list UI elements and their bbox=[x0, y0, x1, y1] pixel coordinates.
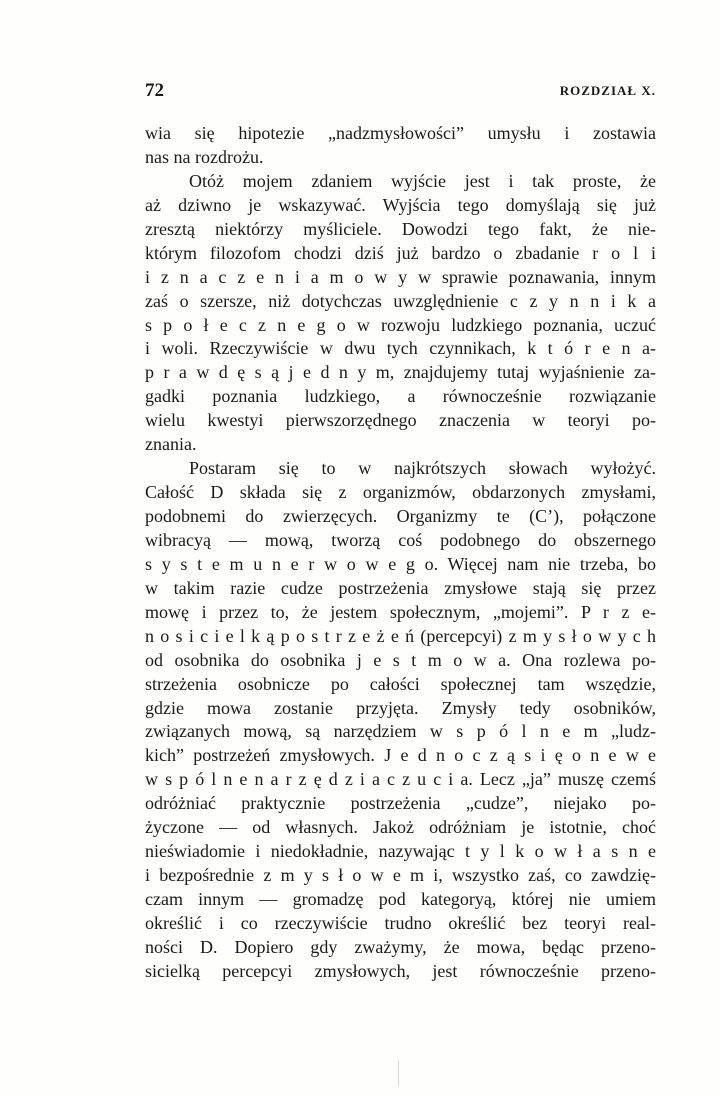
text-line: w takim razie cudze postrzeżenia zmysłowe stają się przez bbox=[145, 577, 656, 598]
text-line: ności D. Dopiero gdy zważymy, że mowa, będąc przeno- bbox=[145, 936, 656, 957]
text-line: aż dziwno je wskazywać. Wyjścia tego domyślają się już bbox=[145, 194, 656, 215]
text-line: gdzie mowa zostanie przyjęta. Zmysły tedy osobników, bbox=[145, 697, 656, 718]
text-line: s p o ł e c z n e g o w rozwoju ludzkiego poznania, uczuć bbox=[145, 314, 656, 335]
text-line: podobnemi do zwierzęcych. Organizmy te (C’), połączone bbox=[145, 506, 656, 526]
text-line: sicielką percepcyi zmysłowych, jest równocześnie przeno- bbox=[145, 960, 656, 981]
text-line: s y s t e m u n e r w o w e g o. Więcej nam nie trzeba, bo bbox=[145, 553, 656, 574]
text-line: wia się hipotezie „nadzmysłowości” umysłu i zostawia bbox=[145, 123, 656, 143]
text-line: w s p ó l n e n a r z ę d z i a c z u c i a. Lecz „ja” muszę czemś bbox=[145, 769, 656, 790]
text-line: odróżniać praktycznie postrzeżenia „cudze”, niejako po- bbox=[145, 793, 656, 814]
text-line: n o s i c i e l k ą p o s t r z e ż e ń (percepcyi) z m y s ł o w y c h bbox=[145, 625, 656, 646]
text-line: czam innym — gromadzę pod kategoryą, której nie umiem bbox=[145, 889, 656, 909]
text-line: p r a w d ę s ą j e d n y m, znajdujemy tutaj wyjaśnienie za- bbox=[145, 362, 656, 383]
text-line: Postaram się to w najkrótszych słowach wyłożyć. bbox=[189, 458, 656, 479]
text-line: zaś o szersze, niż dotychczas uwzględnienie c z y n n i k a bbox=[145, 290, 656, 311]
page-header bbox=[145, 80, 656, 104]
text-line: nieświadomie i niedokładnie, nazywając t y l k o w ł a s n e bbox=[145, 841, 656, 862]
scan-artifact bbox=[398, 1060, 399, 1086]
text-line: którym filozofom chodzi dziś już bardzo o zbadanie r o l i bbox=[145, 242, 656, 263]
text-line: znania. bbox=[145, 434, 197, 455]
text-line: od osobnika do osobnika j e s t m o w a. Ona rozlewa po- bbox=[145, 649, 656, 670]
page-number: 72 bbox=[145, 80, 164, 101]
text-line: wibracyą — mową, tworzą coś podobnego do obszernego bbox=[145, 529, 656, 550]
text-line: i bezpośrednie z m y s ł o w e m i, wszystko zaś, co zawdzię- bbox=[145, 865, 656, 886]
text-line: określić i co rzeczywiście trudno określić bez teoryi real- bbox=[145, 912, 656, 933]
text-line: życzone — od własnych. Jakoż odróżniam je istotnie, choć bbox=[145, 817, 656, 838]
text-line: wielu kwestyi pierwszorzędnego znaczenia w teoryi po- bbox=[145, 410, 656, 431]
text-line: strzeżenia osobnicze po całości społecznej tam wszędzie, bbox=[145, 673, 656, 694]
text-line: Całość D składa się z organizmów, obdarzonych zmysłami, bbox=[145, 482, 656, 503]
text-line: zresztą niektórzy myśliciele. Dowodzi tego fakt, że nie- bbox=[145, 218, 656, 239]
running-head: ROZDZIAŁ X. bbox=[559, 83, 656, 98]
text-line: mowę i przez to, że jestem społecznym, „mojemi”. P r z e- bbox=[145, 601, 656, 622]
text-line: i z n a c z e n i a m o w y w sprawie poznawania, innym bbox=[145, 266, 656, 287]
text-line: kich” postrzeżeń zmysłowych. J e d n o c z ą s i ę o n e w e bbox=[145, 745, 656, 766]
text-line: Otóż mojem zdaniem wyjście jest i tak proste, że bbox=[189, 170, 656, 191]
text-line: nas na rozdrożu. bbox=[145, 146, 264, 167]
body-text bbox=[145, 122, 656, 984]
text-line: związanych mową, są narzędziem w s p ó l n e m „ludz- bbox=[145, 721, 656, 742]
text-line: gadki poznania ludzkiego, a równocześnie rozwiązanie bbox=[145, 386, 656, 407]
text-line: i woli. Rzeczywiście w dwu tych czynnikach, k t ó r e n a- bbox=[145, 338, 656, 359]
